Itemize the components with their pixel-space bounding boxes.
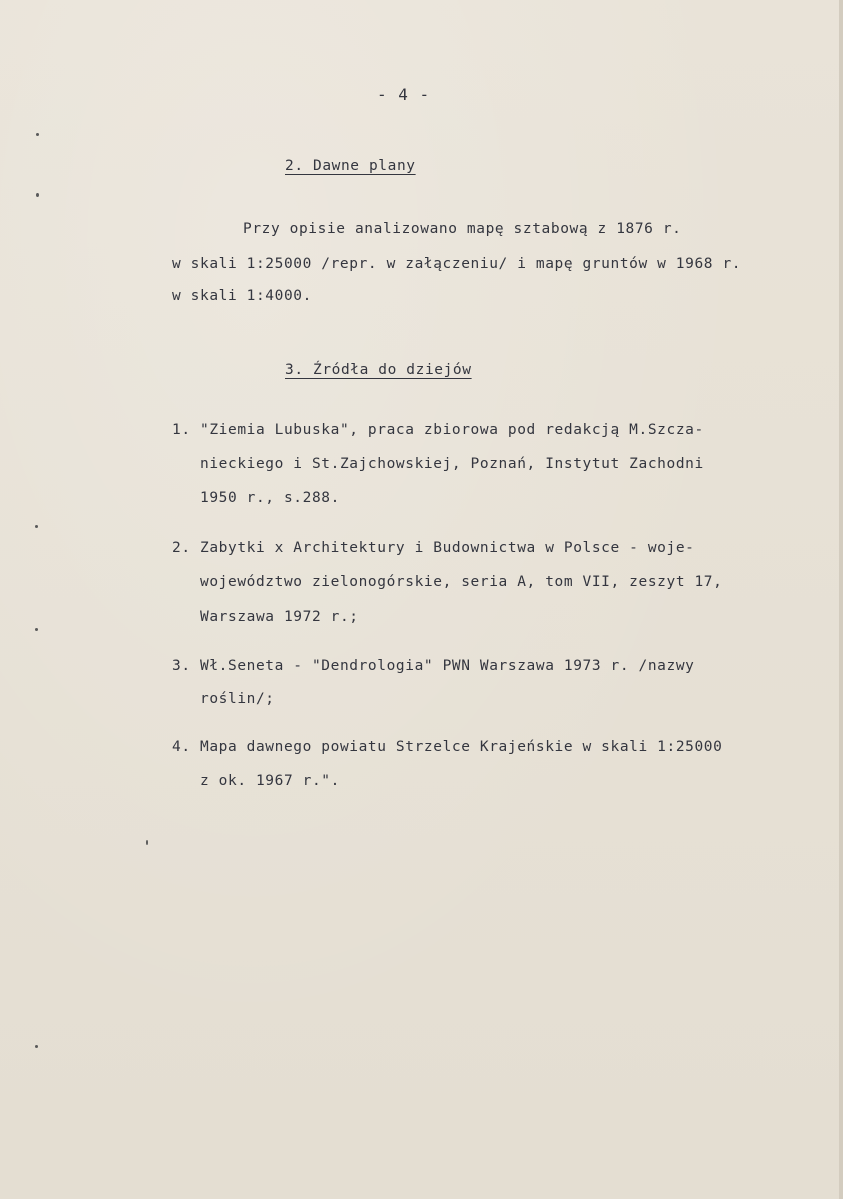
list-item-line: Mapa dawnego powiatu Strzelce Krajeńskie w skali 1:25000 xyxy=(200,739,723,755)
list-item-number: 1. xyxy=(172,422,191,438)
section-heading-dawne-plany: 2. Dawne plany xyxy=(285,158,416,174)
list-item-line: "Ziemia Lubuska", praca zbiorowa pod redakcją M.Szcza- xyxy=(200,422,704,438)
paragraph-line: w skali 1:4000. xyxy=(172,288,312,304)
list-item-line: Wł.Seneta - "Dendrologia" PWN Warszawa 1973 r. /nazwy xyxy=(200,658,695,674)
list-item-line: roślin/; xyxy=(200,691,275,707)
list-item-line: z ok. 1967 r.". xyxy=(200,773,340,789)
list-item-line: 1950 r., s.288. xyxy=(200,490,340,506)
list-item-number: 4. xyxy=(172,739,191,755)
list-item-number: 2. xyxy=(172,540,191,556)
paper-speck xyxy=(35,628,38,631)
paragraph-line: w skali 1:25000 /repr. w załączeniu/ i mapę gruntów w 1968 r. xyxy=(172,256,742,272)
list-item-line: nieckiego i St.Zajchowskiej, Poznań, Instytut Zachodni xyxy=(200,456,704,472)
list-item-line: województwo zielonogórskie, seria A, tom VII, zeszyt 17, xyxy=(200,574,723,590)
page-edge xyxy=(839,0,843,1199)
paper-speck xyxy=(35,525,38,528)
paragraph-line: Przy opisie analizowano mapę sztabową z 1876 r. xyxy=(243,221,682,237)
paper-speck xyxy=(35,1045,38,1048)
page-number: - 4 - xyxy=(377,85,431,104)
section-heading-zrodla: 3. Źródła do dziejów xyxy=(285,362,472,378)
paper-speck xyxy=(36,133,39,136)
paper-speck xyxy=(146,840,148,845)
list-item-line: Zabytki x Architektury i Budownictwa w Polsce - woje- xyxy=(200,540,695,556)
list-item-number: 3. xyxy=(172,658,191,674)
list-item-line: Warszawa 1972 r.; xyxy=(200,609,359,625)
paper-speck xyxy=(36,193,39,197)
